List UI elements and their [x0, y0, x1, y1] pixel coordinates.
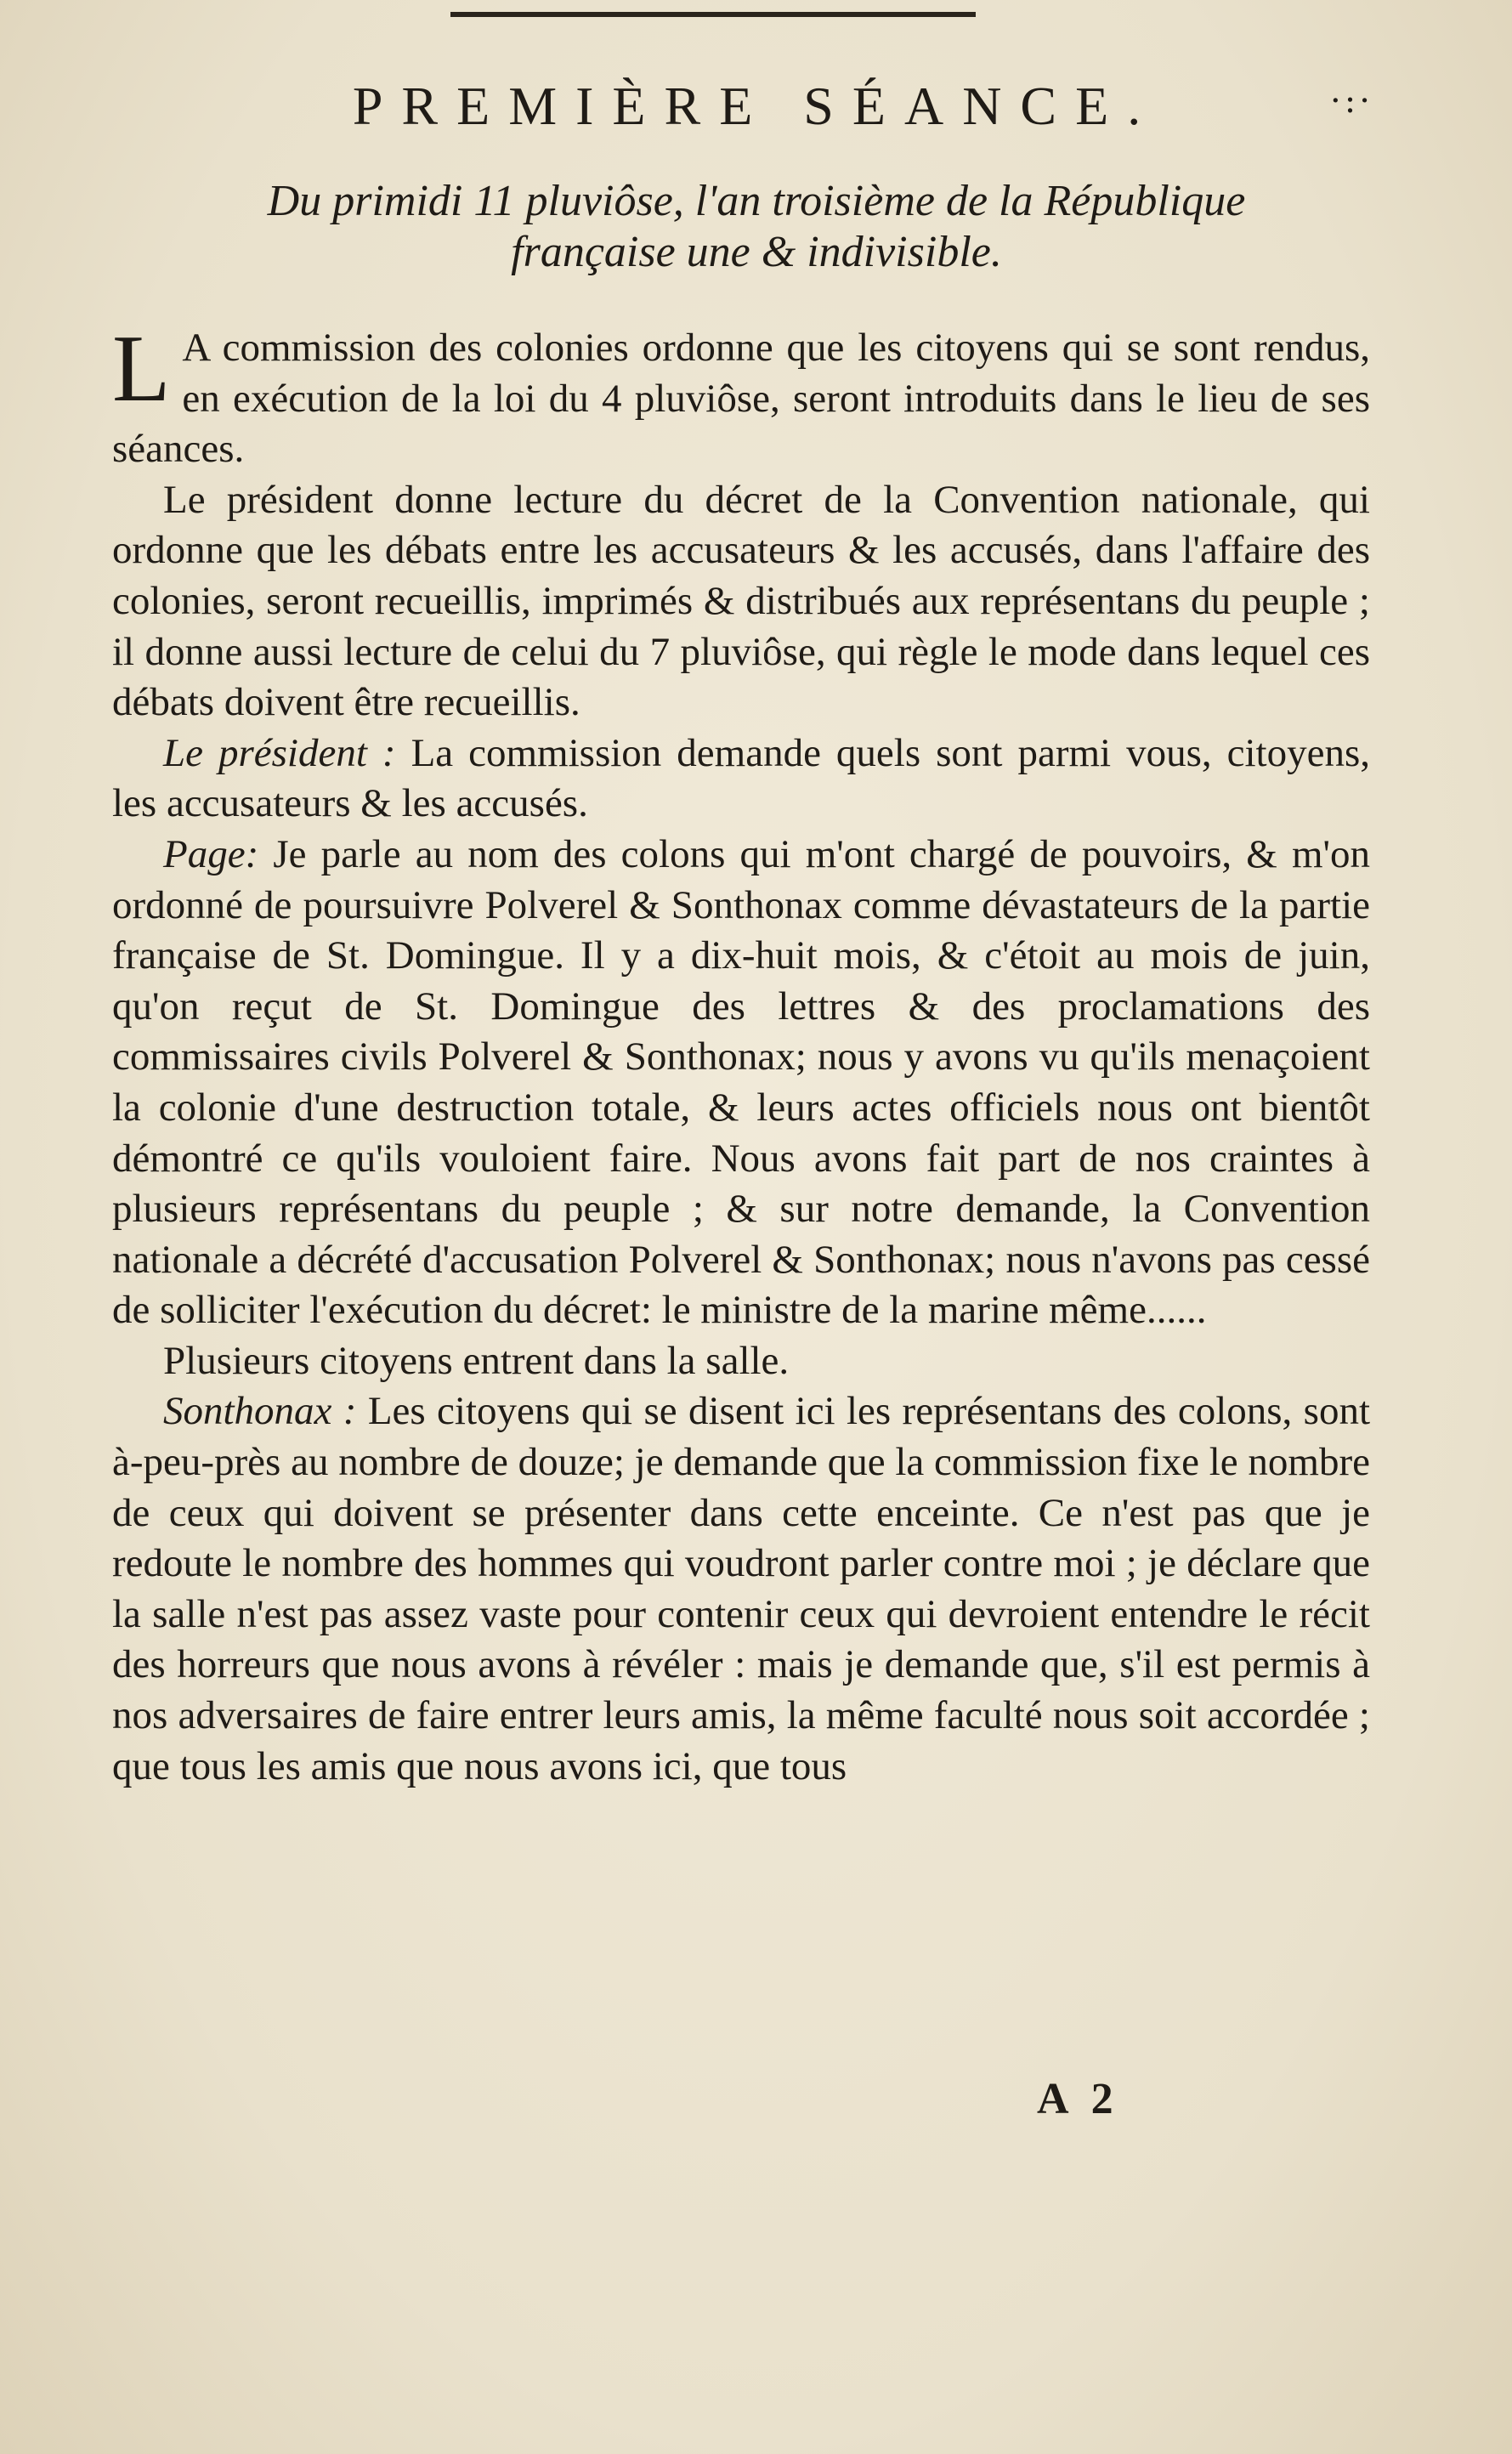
- paragraph-2-text: Le président donne lecture du décret de la Convention nationale, qui ordonne que les débats entre les accusateurs & les accusés, dans l'affaire des colonies, seront recueillis, imprimés & distribués aux représentans du peuple ; il donne aussi lecture de celui du 7 pluviôse, qui règle le mode dans lequel ces débats doivent être recueillis.: [112, 477, 1370, 725]
- subtitle-line-2: française une & indivisible.: [511, 228, 1002, 276]
- paragraph-1-text: A commission des colonies ordonne que les citoyens qui se sont rendus, en exécution de la loi du 4 pluviôse, seront introduits dans le lieu de ses séances.: [112, 326, 1370, 472]
- speaker-president: Le président :: [163, 730, 396, 775]
- speaker-sonthonax: Sonthonax :: [163, 1389, 357, 1434]
- paragraph-2: [112, 475, 1370, 728]
- body-text: [112, 316, 1371, 1792]
- paragraph-6: [112, 1386, 1370, 1792]
- paragraph-5: [112, 1336, 1370, 1387]
- session-subtitle: [136, 176, 1377, 278]
- subtitle-line-1: Du primidi 11 pluviôse, l'an troisième de la République: [267, 177, 1246, 225]
- heading-ornament: ·:·: [1330, 82, 1373, 121]
- paragraph-1: [112, 316, 1370, 475]
- paragraph-3: [112, 728, 1370, 830]
- top-rule: [450, 12, 976, 17]
- paragraph-4: [112, 830, 1370, 1336]
- signature-mark: A 2: [1037, 2075, 1120, 2123]
- speaker-page: Page:: [163, 831, 259, 876]
- session-heading: PREMIÈRE SÉANCE.: [352, 76, 1160, 136]
- paragraph-6-text: Les citoyens qui se disent ici les représentans des colons, sont à-peu-près au nombre de douze; je demande que la commission fixe le nombre de ceux qui doivent se présenter dans cette enceinte. Ce n'est pas que je redoute le nombre des hommes qui voudront parler contre moi ; je déclare que la salle n'est pas assez vaste pour contenir ceux qui devroient entendre le récit des horreurs que nous avons à révéler : mais je demande que, s'il est permis à nos adversaires de faire entrer leurs amis, la même faculté nous soit accordée ; que tous les amis que nous avons ici, que tous: [112, 1389, 1371, 1788]
- paragraph-4-text: Je parle au nom des colons qui m'ont chargé de pouvoirs, & m'on ordonné de poursuivre Polverel & Sonthonax comme dévastateurs de la partie française de St. Domingue. Il y a dix-huit mois, & c'étoit au mois de juin, qu'on reçut de St. Domingue des lettres & des proclamations des commissaires civils Polverel & Sonthonax; nous y avons vu qu'ils menaçoient la colonie d'une destruction totale, & leurs actes officiels nous ont bientôt démontré ce qu'ils vouloient faire. Nous avons fait part de nos craintes à plusieurs représentans du peuple ; & sur notre demande, la Convention nationale a décrété d'accusation Polverel & Sonthonax; nous n'avons pas cessé de solliciter l'exécution du décret: le ministre de la marine même......: [112, 831, 1371, 1333]
- drop-cap: L: [112, 316, 171, 422]
- paragraph-5-text: Plusieurs citoyens entrent dans la salle.: [163, 1338, 790, 1383]
- paragraph-3-text: La commission demande quels sont parmi vous, citoyens, les accusateurs & les accusés.: [112, 730, 1370, 826]
